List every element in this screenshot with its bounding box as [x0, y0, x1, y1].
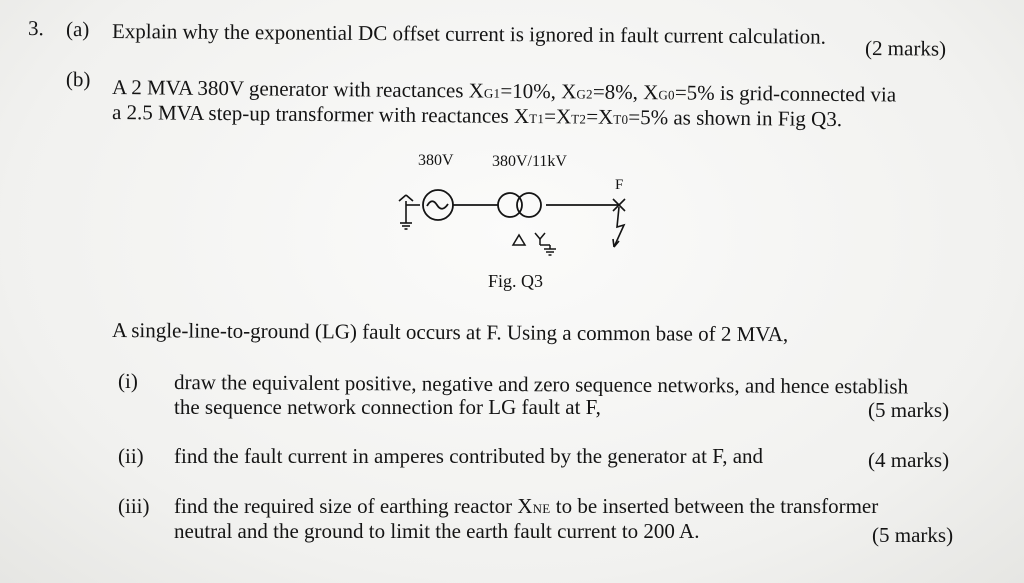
item-i-line2: the sequence network connection for LG fault at F, [174, 395, 601, 419]
fault-icon [613, 199, 625, 247]
item-i-marks: (5 marks) [868, 398, 950, 422]
part-a-marks: (2 marks) [864, 36, 947, 61]
generator-voltage-label: 380V [418, 152, 454, 169]
item-ii-label: (ii) [118, 444, 144, 468]
item-iii-label: (iii) [118, 494, 150, 518]
generator-icon [423, 190, 453, 220]
intro-text: A single-line-to-ground (LG) fault occurs at F. Using a common base of 2 MVA, [111, 318, 789, 347]
question-number: 3. [27, 16, 44, 41]
part-b-line2: a 2.5 MVA step-up transformer with reactances XT1=XT2=XT0=5% as shown in Fig Q3. [111, 100, 843, 132]
item-i-label: (i) [118, 369, 138, 393]
item-ii-line1: find the fault current in amperes contributed by the generator at F, and [174, 444, 764, 468]
transformer-icon [498, 193, 541, 217]
item-iii-marks: (5 marks) [872, 523, 954, 547]
part-a-label: (a) [65, 17, 90, 42]
part-b-line1: A 2 MVA 380V generator with reactances XG1=10%, XG2=8%, XG0=5% is grid-connected via [111, 75, 897, 107]
part-a-text: Explain why the exponential DC offset current is ignored in fault current calculation. [111, 19, 827, 49]
single-line-diagram [380, 145, 660, 295]
delta-wye-ground-icon [513, 233, 556, 255]
item-iii-line1: find the required size of earthing reactor XNE to be inserted between the transformer [174, 494, 879, 518]
part-b-label: (b) [65, 67, 91, 92]
item-iii-line2: neutral and the ground to limit the earth fault current to 200 A. [174, 519, 700, 543]
fault-label: F [615, 177, 624, 193]
figure-caption: Fig. Q3 [488, 271, 544, 291]
transformer-rating-label: 380V/11kV [492, 153, 567, 170]
generator-ground-icon [399, 195, 420, 229]
item-ii-marks: (4 marks) [868, 448, 950, 472]
item-i-line1: draw the equivalent positive, negative and zero sequence networks, and hence establish [173, 370, 909, 399]
